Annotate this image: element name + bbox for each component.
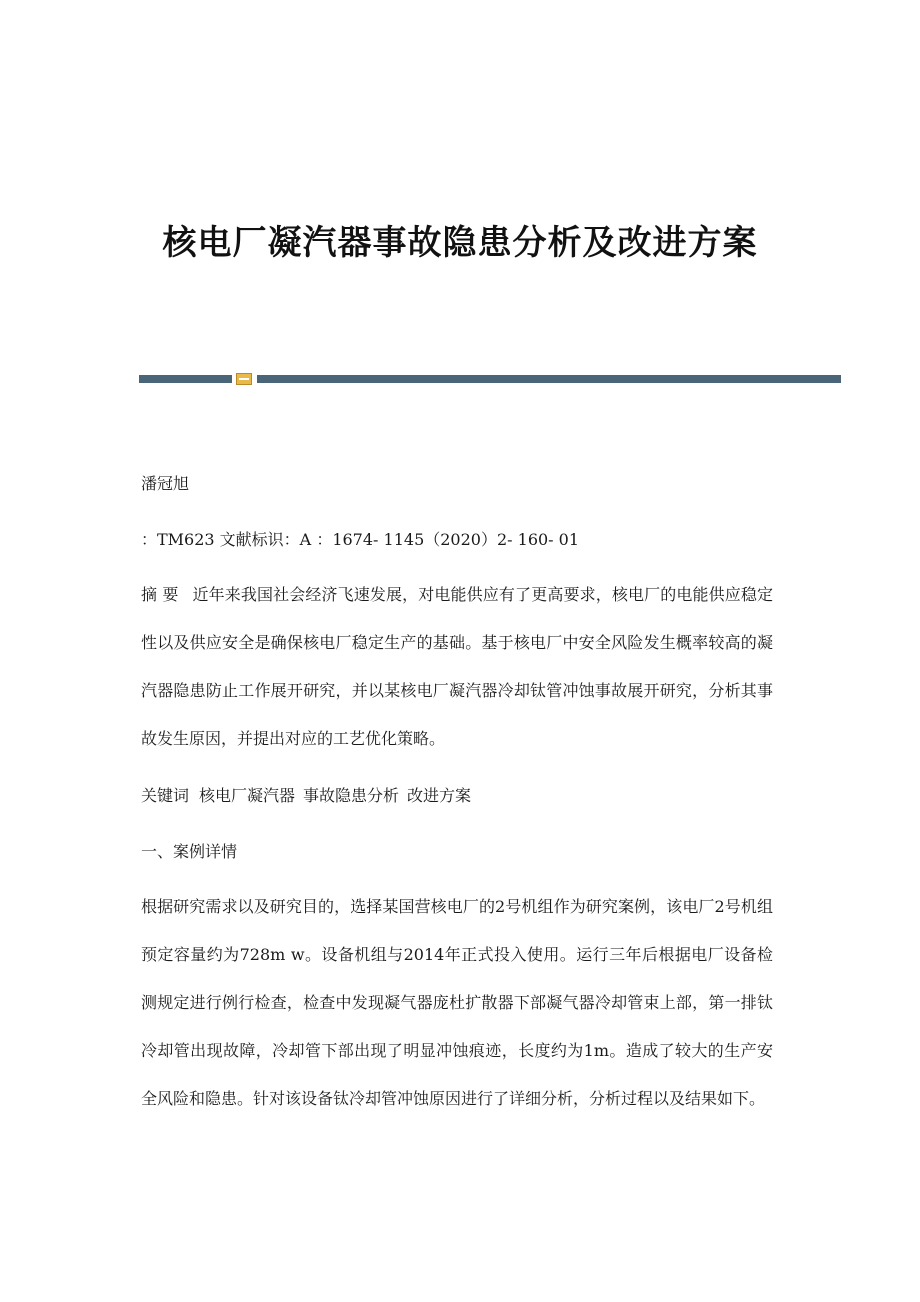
- keyword: 改进方案: [407, 786, 472, 805]
- section-heading: 一、案例详情: [141, 842, 238, 861]
- keywords-label: 关键词: [141, 786, 190, 805]
- keywords-line: [141, 784, 781, 808]
- document-divider-icon: [236, 373, 252, 385]
- abstract: [141, 571, 773, 763]
- author: 潘冠旭: [141, 474, 190, 493]
- abstract-label: 摘 要: [141, 585, 179, 604]
- keyword: 核电厂凝汽器: [199, 786, 296, 805]
- section-body: 根据研究需求以及研究目的，选择某国营核电厂的2号机组作为研究案例，该电厂2号机组预定容量约为728m w。设备机组与2014年正式投入使用。运行三年后根据电厂设备检测规定进行例行检查，检查中发现凝气器庞杜扩散器下部凝气器冷却管束上部，第一排钛冷却管出现故障，冷却管下部出现了明显冲蚀痕迹，长度约为1m。造成了较大的生产安全风险和隐患。针对该设备钛冷却管冲蚀原因进行了详细分析，分析过程以及结果如下。: [141, 897, 773, 1108]
- classification-line: ：TM623 文献标识：A ：1674- 1145（2020）2- 160- 01: [141, 530, 580, 549]
- abstract-text: 近年来我国社会经济飞速发展，对电能供应有了更高要求，核电厂的电能供应稳定性以及供应安全是确保核电厂稳定生产的基础。基于核电厂中安全风险发生概率较高的凝汽器隐患防止工作展开研究，并以某核电厂凝汽器冷却钛管冲蚀事故展开研究，分析其事故发生原因，并提出对应的工艺优化策略。: [141, 585, 773, 748]
- title-divider-left: [139, 375, 232, 383]
- keyword: 事故隐患分析: [303, 786, 400, 805]
- document-title: 核电厂凝汽器事故隐患分析及改进方案: [162, 223, 758, 263]
- title-divider-right: [257, 375, 841, 383]
